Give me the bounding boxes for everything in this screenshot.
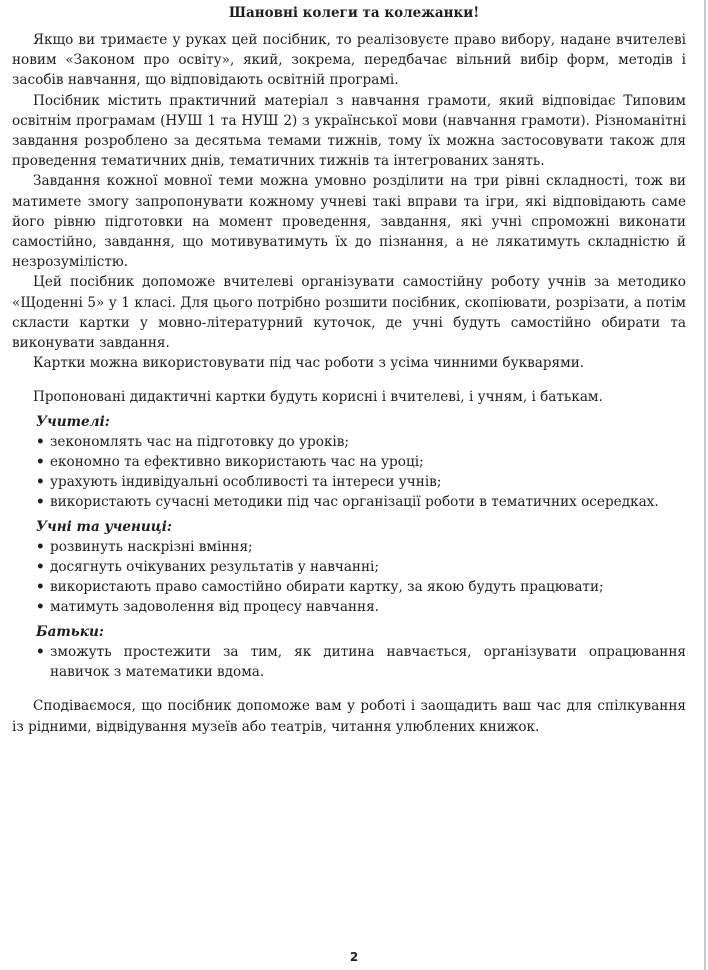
bullet-icon: • [36,538,45,555]
list-item: • урахують індивідуальні особливості та інтереси учнів; [12,472,686,492]
list-teachers [12,432,686,513]
paragraph-contents: Посібник містить практичний матеріал з навчання грамоти, який відповідає Типовим освітнім програмам (НУШ 1 та НУШ 2) з української мови (навчання грамоти). Різноманітні завдання розроблено за десятьма темами тижнів, тому їх можна застосовувати також для проведення тематичних днів, тематичних тижнів та інтегрованих занять. [12,92,686,170]
group-title-teachers: Учителі: [36,413,110,430]
list-item: • зекономлять час на підготовку до уроків; [12,432,686,452]
bullet-icon: • [36,474,45,491]
list-item: • досягнуть очікуваних результатів у навчанні; [12,557,686,577]
list-item: • економно та ефективно використають час на уроці; [12,452,686,472]
document-body [12,30,686,737]
list-parents [12,642,686,682]
bullet-icon: • [36,643,45,660]
bullet-icon: • [36,454,45,471]
bullet-icon: • [36,599,45,616]
paragraph-benefits: Пропоновані дидактичні картки будуть корисні і вчителеві, і учням, і батькам. [33,389,603,406]
paragraph-intro: Якщо ви тримаєте у руках цей посібник, то реалізовуєте право вибору, надане вчителеві новим «Законом про освіту», який, зокрема, передбачає вільний вибір форм, методів і засобів навчання, що відповідають освітній програмі. [12,32,686,89]
bullet-icon: • [36,579,45,596]
paragraph-method: Цей посібник допоможе вчителеві організувати самостійну роботу учнів за методико «Щоденні 5» у 1 класі. Для цього потрібно розшити посібник, скопіювати, розрізати, а потім скласти картки у мовно-літературний куточок, де учні будуть самостійно обирати та виконувати завдання. [12,274,686,352]
paragraph-cards: Картки можна використовувати під час роботи з усіма чинними букварями. [33,355,585,372]
bullet-icon: • [36,559,45,576]
page-edge-line [704,0,706,970]
group-title-students: Учні та учениці: [36,518,172,535]
paragraph-levels: Завдання кожної мовної теми можна умовно розділити на три рівні складності, тож ви матимете змогу запропонувати кожному учневі такі вправи та ігри, які відповідають саме його рівню підготовки на момент проведення, завдання, які учні спроможні виконати самостійно, завдання, що мотивуватимуть їх до пізнання, а не лякатимуть складністю й незрозумілістю. [12,173,686,271]
list-item: • використають право самостійно обирати картку, за якою будуть працювати; [12,577,686,597]
list-students [12,537,686,618]
paragraph-closing: Сподіваємося, що посібник допоможе вам у роботі і заощадить ваш час для спілкування із рідними, відвідування музеїв або театрів, читання улюблених книжок. [12,698,686,735]
list-item: • зможуть простежити за тим, як дитина навчається, організувати опрацювання навичок з математики вдома. [36,643,686,681]
bullet-icon: • [36,433,45,450]
list-item: • використають сучасні методики під час організації роботи в тематичних осередках. [12,492,686,512]
page-number: 2 [349,950,359,964]
list-item: • розвинуть наскрізні вміння; [12,537,686,557]
group-title-parents: Батьки: [36,623,104,640]
bullet-icon: • [36,494,45,511]
page-heading: Шановні колеги та колежанки! [228,5,480,21]
list-item: • матимуть задоволення від процесу навчання. [12,597,686,617]
